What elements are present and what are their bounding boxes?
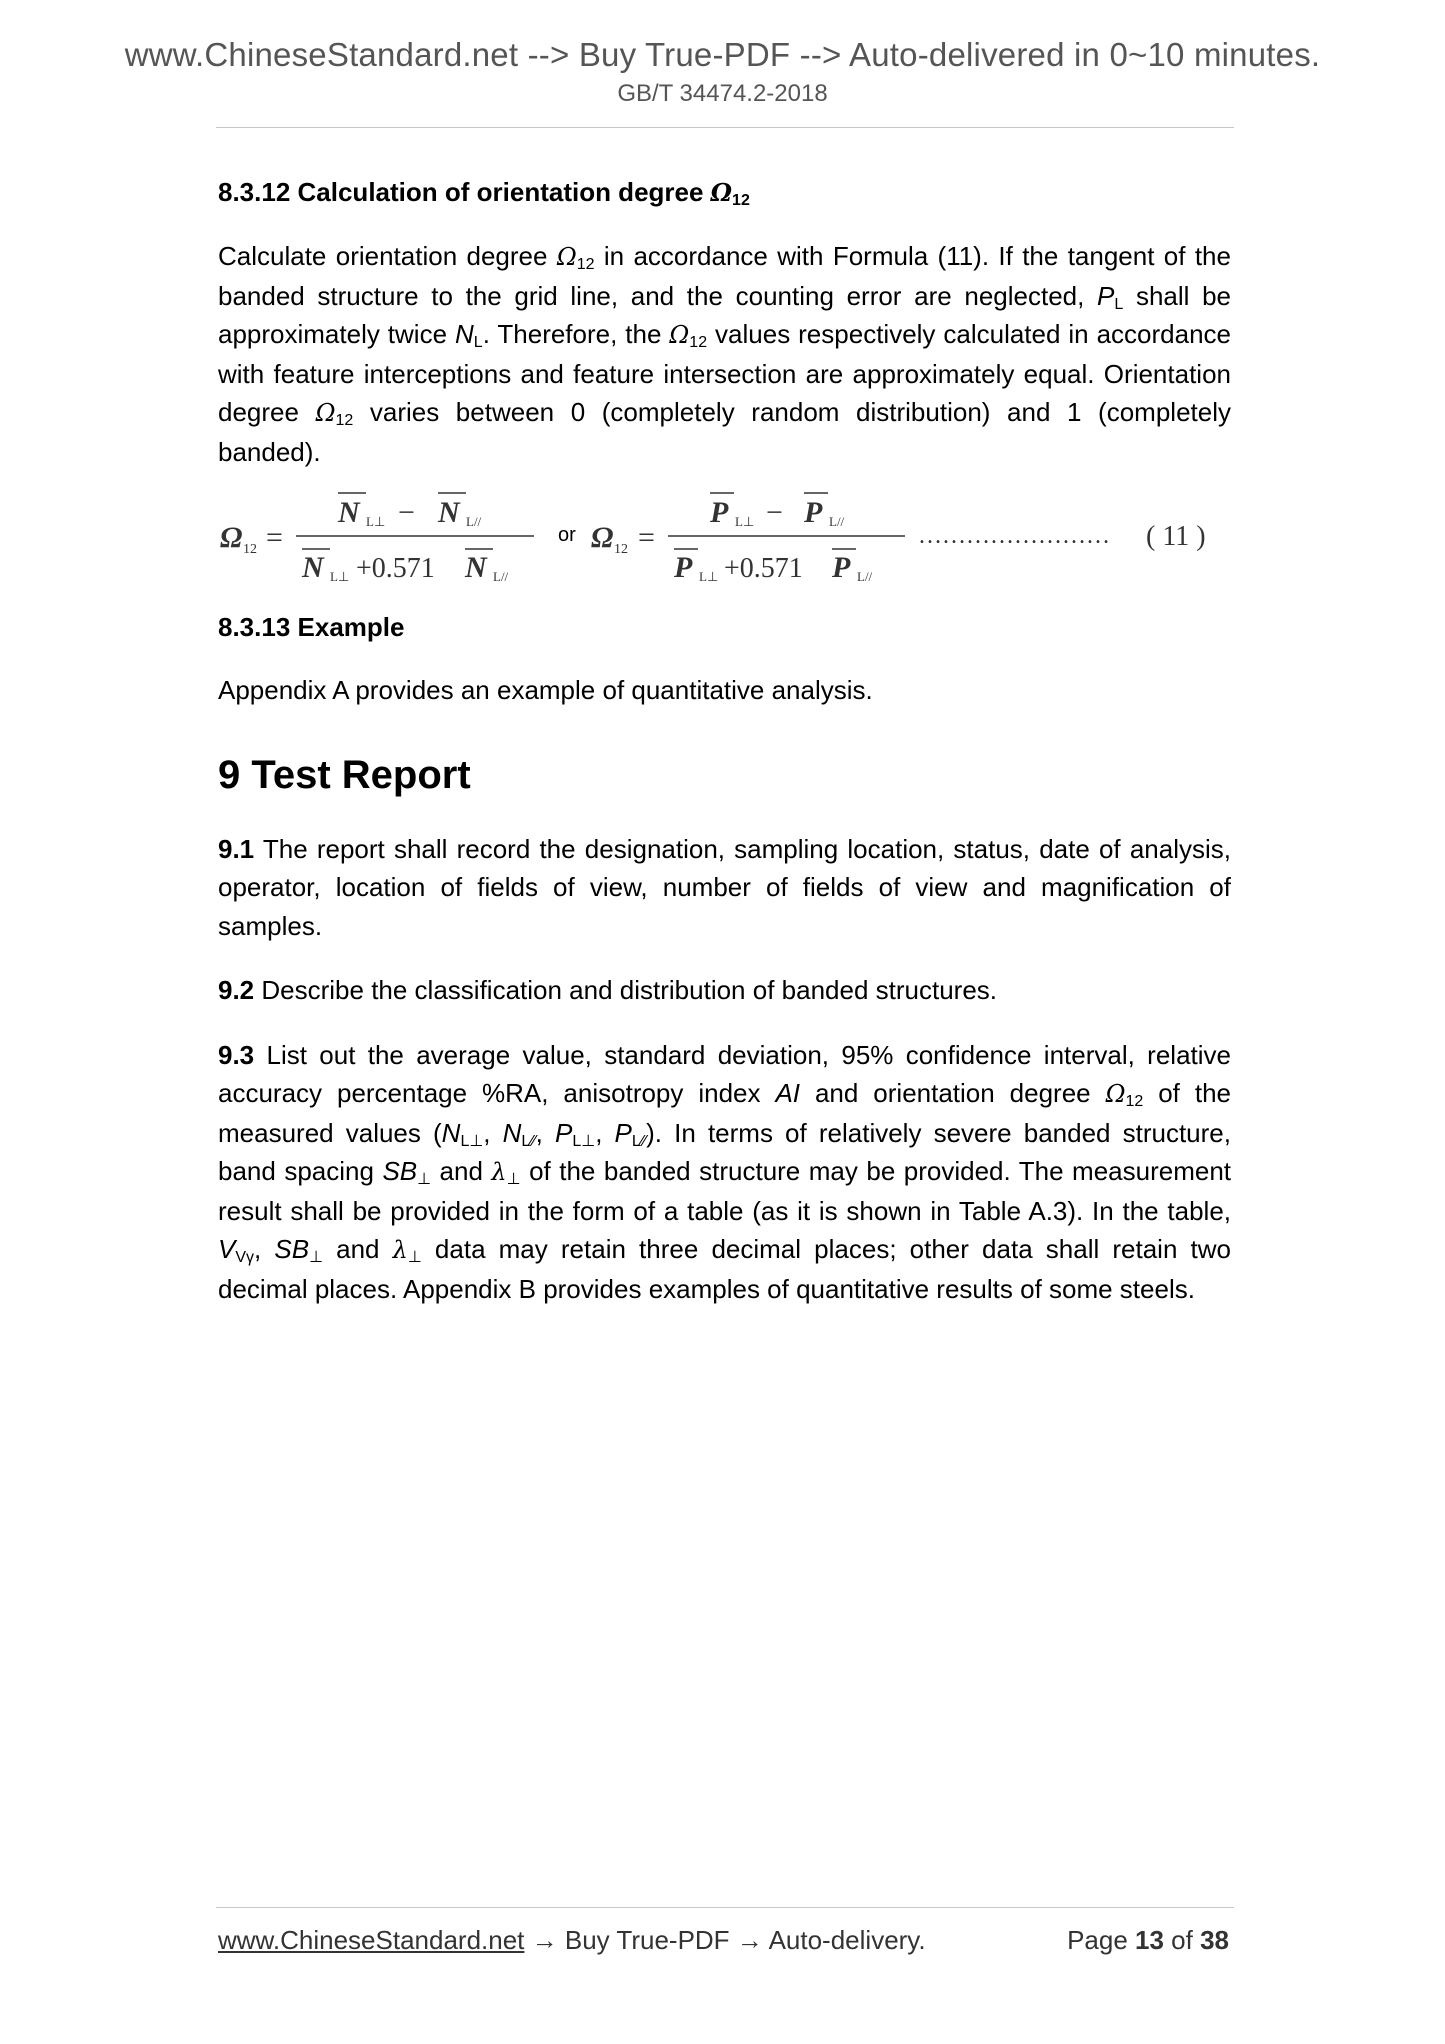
heading-8-3-13: 8.3.13 Example <box>218 612 405 642</box>
svg-text:=: = <box>266 521 283 554</box>
current-page: 13 <box>1135 1925 1164 1955</box>
svg-text:L//: L// <box>857 569 873 584</box>
svg-text:N: N <box>438 496 460 529</box>
paragraph-9-3: 9.3 List out the average value, standard deviation, 95% confidence interval, relative accuracy percentage %RA, anisotropy index AI and orientation degree $\Omega_{12}$ of the measured values ($N_{L\perp}$, $N_{L∕∕}$, $P_{L\perp}$, $P_{L∕∕}$). In terms of relatively severe banded structure, band spacing $SB_\perp$ and $\lambda_\perp$ of the banded structure may be provided. The measurement result shall be provided in the form of a table (as it is shown in Table A.3). In the table, $V_{V\gamma}$, $SB_\perp$ and $\lambda_\perp$ data may retain three decimal places; other data shall retain two decimal places. Appendix B provides examples of quantitative results of some steels. <box>218 1039 1232 1304</box>
svg-text:L⊥: L⊥ <box>330 569 350 584</box>
paragraph-9-1: 9.1 The report shall record the designation, sampling location, status, date of analysis, operator, location of fields of view, number of fields of view and magnification of samples. <box>218 833 1231 941</box>
formula-leader: …………………… <box>918 523 1110 549</box>
svg-text:N: N <box>465 551 487 584</box>
heading-9: 9 Test Report <box>218 752 471 797</box>
formula-or: or <box>558 524 576 546</box>
svg-text:=: = <box>638 521 655 554</box>
svg-text:L//: L// <box>466 514 482 529</box>
svg-text:Ω: Ω <box>220 521 243 554</box>
svg-text:+0.571: +0.571 <box>724 553 803 584</box>
numerator-2 <box>709 493 845 529</box>
svg-text:L⊥: L⊥ <box>366 514 386 529</box>
svg-text:P: P <box>710 496 729 529</box>
svg-text:+0.571: +0.571 <box>356 553 435 584</box>
svg-text:L//: L// <box>493 569 509 584</box>
paragraph-8-3-12: Calculate orientation degree $\Omega_{12}$ in accordance with Formula (11). If the tangent of the banded structure to the grid line, and the counting error are neglected, $P_L$ shall be approximately twice $N_L$. Therefore, the $\Omega_{12}$ values respectively calculated in accordance with feature interceptions and feature intersection are approximately equal. Orientation degree $\Omega_{12}$ varies between 0 (completely random distribution) and 1 (completely banded). <box>218 241 1232 467</box>
footer-link-text: www.ChineseStandard.net → Buy True-PDF → Auto-delivery. <box>218 1925 926 1955</box>
svg-text:Ω: Ω <box>591 521 614 554</box>
paragraph-8-3-13: Appendix A provides an example of quantitative analysis. <box>218 675 873 705</box>
numerator-1 <box>337 493 482 529</box>
footer-site-link[interactable]: www.ChineseStandard.net <box>218 1925 525 1955</box>
svg-text:L⊥: L⊥ <box>735 514 755 529</box>
site-banner: www.ChineseStandard.net --> Buy True-PDF --> Auto-delivered in 0~10 minutes. <box>124 36 1321 73</box>
header-divider <box>216 127 1234 128</box>
svg-text:P: P <box>804 496 823 529</box>
svg-text:12: 12 <box>243 542 257 557</box>
svg-text:−: − <box>398 496 415 529</box>
svg-text:N: N <box>338 496 360 529</box>
page-counter: Page 13 of 38 <box>1067 1925 1229 1955</box>
denominator-2 <box>673 549 873 584</box>
svg-text:−: − <box>766 496 783 529</box>
svg-text:P: P <box>674 551 693 584</box>
svg-text:L//: L// <box>829 514 845 529</box>
svg-text:N: N <box>302 551 324 584</box>
svg-text:12: 12 <box>614 542 628 557</box>
formula-11 <box>218 479 1231 597</box>
denominator-1 <box>301 549 509 584</box>
heading-8-3-12: 8.3.12 Calculation of orientation degree $\Omega_{12}$ <box>218 177 750 209</box>
page-body <box>218 174 1231 1308</box>
total-pages: 38 <box>1200 1925 1229 1955</box>
standard-number: GB/T 34474.2-2018 <box>617 80 828 107</box>
paragraph-9-2: 9.2 Describe the classification and distribution of banded structures. <box>218 975 997 1005</box>
formula-lhs-1 <box>220 521 283 557</box>
formula-number: ( 11 ) <box>1146 521 1206 552</box>
svg-text:L⊥: L⊥ <box>699 569 719 584</box>
formula-lhs-2 <box>591 521 655 557</box>
footer-divider <box>216 1907 1234 1908</box>
svg-text:P: P <box>832 551 851 584</box>
